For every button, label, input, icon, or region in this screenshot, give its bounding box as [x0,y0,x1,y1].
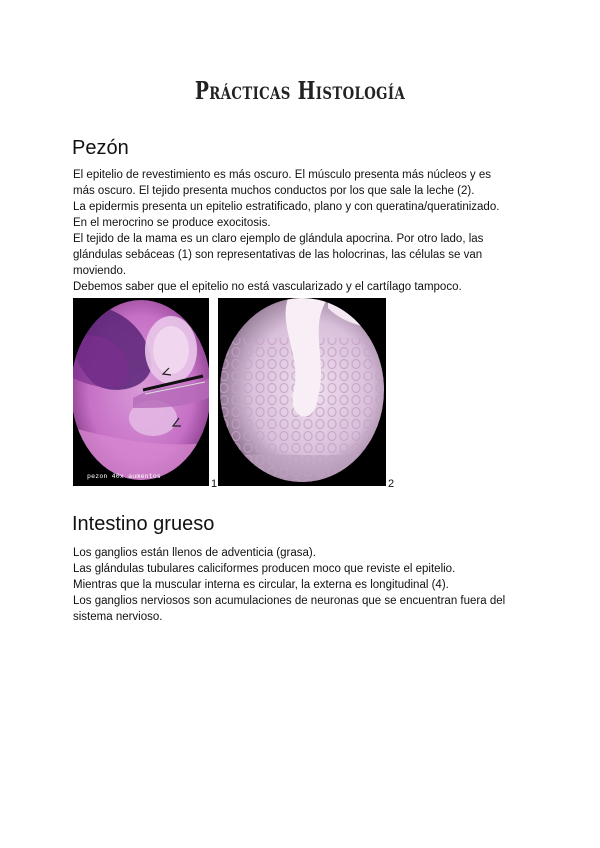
text-line: Los ganglios están llenos de adventicia (grasa). [73,547,316,559]
text-line: Los ganglios nerviosos son acumulaciones de neuronas que se encuentran fuera del [73,595,506,607]
text-line: Las glándulas tubulares caliciformes producen moco que reviste el epitelio. [73,563,456,575]
text-line: Debemos saber que el epitelio no está vascularizado y el cartílago tampoco. [73,281,462,293]
text-line: más oscuro. El tejido presenta muchos conductos por los que sale la leche (2). [73,185,475,197]
document-title: Prácticas Histología [194,76,406,105]
figure-number: 1 [211,478,218,490]
section-body-intestino [73,545,543,625]
section-heading-intestino: Intestino grueso [72,513,215,535]
micrograph-intestine-figure [218,298,386,486]
section-body-pezon [73,167,543,295]
figure-number: 2 [388,478,395,490]
micrograph-pezon-figure [73,298,209,486]
text-line: El epitelio de revestimiento es más oscuro. El músculo presenta más núcleos y es [73,169,492,181]
section-heading-pezon: Pezón [72,137,129,159]
text-line: sistema nervioso. [73,611,163,623]
micrograph-pezon-image [73,298,209,486]
text-line: moviendo. [73,265,127,277]
micrograph-intestine-image [218,298,386,486]
text-line: glándulas sebáceas (1) son representativas de las holocrinas, las células se van [73,249,483,261]
text-line: En el merocrino se produce exocitosis. [73,217,271,229]
micrograph-caption: pezon 40x aumentos [87,472,162,480]
text-line: La epidermis presenta un epitelio estratificado, plano y con queratina/queratinizado. [73,201,500,213]
text-line: El tejido de la mama es un claro ejemplo de glándula apocrina. Por otro lado, las [73,233,484,245]
text-line: Mientras que la muscular interna es circular, la externa es longitudinal (4). [73,579,449,591]
